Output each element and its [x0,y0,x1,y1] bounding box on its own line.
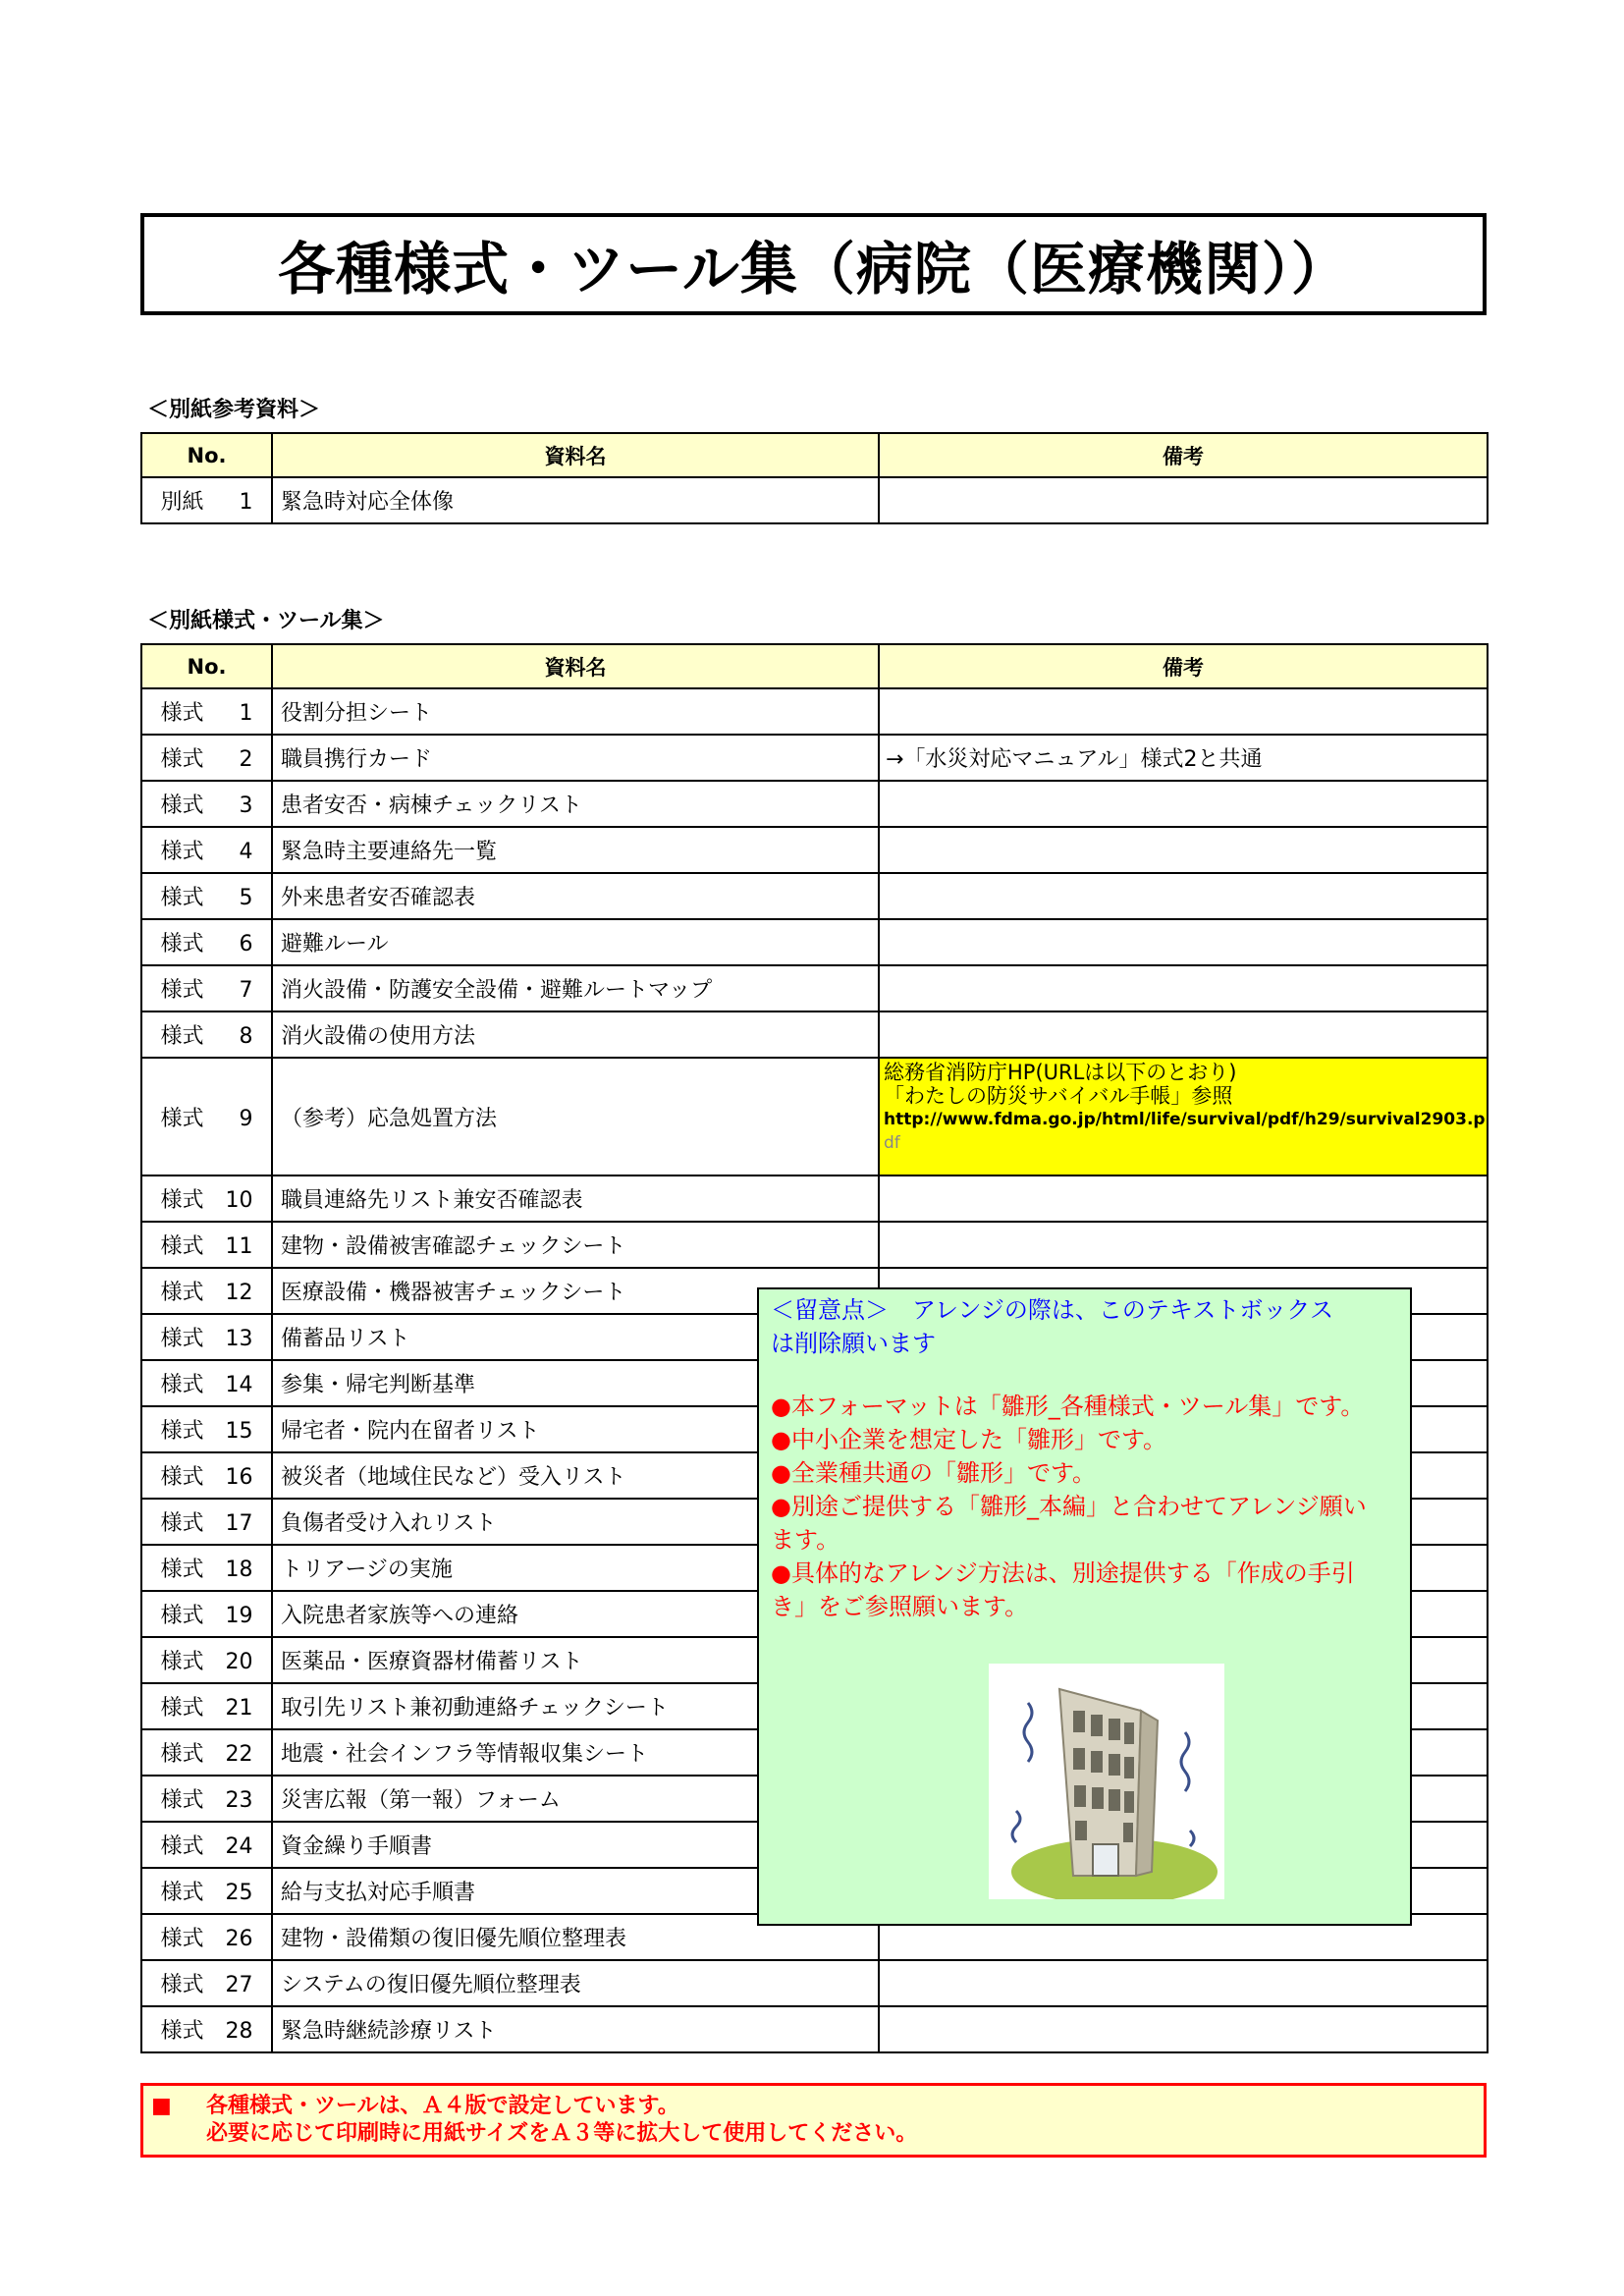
doc-name: トリアージの実施 [272,1545,879,1591]
doc-note [879,2006,1488,2052]
row-num: 5 [239,886,253,910]
row-num: 6 [239,932,253,957]
row-num: 16 [225,1465,253,1490]
row-number [141,1175,272,1222]
table-row [141,1222,1488,1268]
row-num: 14 [225,1373,253,1397]
row-num: 22 [225,1742,253,1767]
highlight-line2: 「わたしの防災サバイバル手帳」参照 [884,1084,1233,1108]
doc-note [879,919,1488,965]
table-row [141,1011,1488,1058]
row-kind: 様式 [160,1604,204,1628]
row-number [141,1637,272,1683]
row-kind: 様式 [160,840,204,864]
note-item: ●全業種共通の「雛形」です。 [771,1459,1097,1487]
doc-note: →「水災対応マニュアル」様式2と共通 [879,735,1488,781]
table-row [141,477,1488,523]
row-kind: 様式 [160,1024,204,1049]
row-number [141,1011,272,1058]
highlight-line4: df [884,1133,900,1153]
col-header-no: No. [141,433,272,477]
row-num: 28 [225,2019,253,2044]
row-kind: 様式 [160,793,204,818]
row-number [141,688,272,735]
row-num: 25 [225,1881,253,1905]
row-number [141,827,272,873]
row-kind: 様式 [160,2019,204,2044]
col-header-name: 資料名 [272,433,879,477]
doc-name: 建物・設備被害確認チェックシート [272,1222,879,1268]
row-number [141,1058,272,1175]
table-row [141,919,1488,965]
row-num: 27 [225,1973,253,1997]
table-row [141,827,1488,873]
row-kind: 様式 [160,1881,204,1905]
note-item: ●具体的なアレンジ方法は、別途提供する「作成の手引 [771,1559,1355,1587]
row-kind: 様式 [160,1742,204,1767]
doc-name: 給与支払対応手順書 [272,1868,879,1914]
row-num: 8 [239,1024,253,1049]
doc-note-highlight [879,1058,1488,1175]
row-num: 12 [225,1281,253,1305]
row-kind: 様式 [160,1188,204,1213]
note-item: ます。 [771,1526,840,1554]
row-num: 24 [225,1834,253,1859]
row-number [141,1314,272,1360]
note-item: ●中小企業を想定した「雛形」です。 [771,1426,1167,1453]
row-num: 2 [239,747,253,772]
table-row [141,735,1488,781]
ref-table [140,432,1489,524]
doc-name: 緊急時対応全体像 [272,477,879,523]
doc-name: 消火設備・防護安全設備・避難ルートマップ [272,965,879,1011]
row-kind: 様式 [160,1419,204,1444]
row-kind: 様式 [160,932,204,957]
doc-name: 参集・帰宅判断基準 [272,1360,879,1406]
col-header-no: No. [141,644,272,688]
note-item: ●本フォーマットは「雛形_各種様式・ツール集」です。 [771,1393,1365,1420]
row-kind: 様式 [160,1373,204,1397]
doc-name: 患者安否・病棟チェックリスト [272,781,879,827]
row-number [141,1683,272,1729]
doc-name: 役割分担シート [272,688,879,735]
highlight-line3: http://www.fdma.go.jp/html/life/survival/pdf/h29/survival2903.p [884,1110,1486,1129]
doc-name: 医療設備・機器被害チェックシート [272,1268,879,1314]
note-items [771,1390,1398,1623]
doc-name: 避難ルール [272,919,879,965]
row-kind: 様式 [160,1234,204,1259]
doc-name: 負傷者受け入れリスト [272,1499,879,1545]
row-num: 4 [239,840,253,864]
row-number [141,781,272,827]
doc-name: 職員連絡先リスト兼安否確認表 [272,1175,879,1222]
table-row [141,1960,1488,2006]
row-number [141,1914,272,1960]
row-number [141,735,272,781]
row-kind: 様式 [160,1327,204,1351]
doc-name: 地震・社会インフラ等情報収集シート [272,1729,879,1776]
doc-note [879,1960,1488,2006]
square-bullet-icon: ■ [151,2094,172,2118]
row-number [141,965,272,1011]
doc-name: 被災者（地域住民など）受入リスト [272,1452,879,1499]
row-kind: 様式 [160,747,204,772]
row-kind: 様式 [160,1465,204,1490]
doc-note [879,827,1488,873]
row-number [141,1776,272,1822]
doc-name: （参考）応急処置方法 [272,1058,879,1175]
note-item: ●別途ご提供する「雛形_本編」と合わせてアレンジ願い [771,1493,1367,1520]
doc-note [879,781,1488,827]
row-kind: 様式 [160,1927,204,1951]
row-num: 23 [225,1788,253,1813]
doc-name: 取引先リスト兼初動連絡チェックシート [272,1683,879,1729]
doc-name: 緊急時継続診療リスト [272,2006,879,2052]
row-number [141,1960,272,2006]
row-num: 1 [239,701,253,726]
row-kind: 様式 [160,978,204,1003]
row-num: 20 [225,1650,253,1674]
table-row [141,2006,1488,2052]
row-kind: 様式 [160,1650,204,1674]
table-row [141,781,1488,827]
doc-name: 緊急時主要連絡先一覧 [272,827,879,873]
doc-name: 消火設備の使用方法 [272,1011,879,1058]
row-num: 19 [225,1604,253,1628]
doc-note [879,873,1488,919]
row-kind: 別紙 [160,490,204,515]
row-kind: 様式 [160,1834,204,1859]
row-number [141,1545,272,1591]
row-number [141,1822,272,1868]
page-title: 各種様式・ツール集（病院（医療機関）） [140,213,1487,315]
doc-name: 外来患者安否確認表 [272,873,879,919]
row-num: 13 [225,1327,253,1351]
row-num: 10 [225,1188,253,1213]
doc-name: 職員携行カード [272,735,879,781]
footer-line-2: 必要に応じて印刷時に用紙サイズをＡ３等に拡大して使用してください。 [206,2121,918,2146]
row-num: 3 [239,793,253,818]
row-number [141,1268,272,1314]
doc-name: 災害広報（第一報）フォーム [272,1776,879,1822]
doc-note [879,477,1488,523]
row-number [141,1591,272,1637]
doc-name: 資金繰り手順書 [272,1822,879,1868]
row-num: 17 [225,1511,253,1536]
row-num: 7 [239,978,253,1003]
row-kind: 様式 [160,1788,204,1813]
row-number [141,1499,272,1545]
table-row [141,1058,1488,1175]
doc-note [879,965,1488,1011]
doc-note [879,1011,1488,1058]
row-number [141,1406,272,1452]
col-header-note: 備考 [879,433,1488,477]
row-kind: 様式 [160,1511,204,1536]
row-number [141,477,272,523]
doc-name: システムの復旧優先順位整理表 [272,1960,879,2006]
col-header-name: 資料名 [272,644,879,688]
row-number [141,919,272,965]
row-num: 11 [225,1234,253,1259]
row-num: 1 [239,490,253,515]
table-row [141,688,1488,735]
row-num: 15 [225,1419,253,1444]
highlight-line1: 総務省消防庁HP(URLは以下のとおり) [884,1061,1237,1084]
doc-name: 建物・設備類の復旧優先順位整理表 [272,1914,879,1960]
row-kind: 様式 [160,1281,204,1305]
row-num: 9 [239,1106,253,1131]
doc-note [879,1222,1488,1268]
footer-line-1: 各種様式・ツールは、Ａ４版で設定しています。 [206,2094,679,2118]
row-number [141,1360,272,1406]
table-row [141,1175,1488,1222]
arrange-note-textbox [757,1287,1412,1926]
note-heading: ＜留意点＞ アレンジの際は、このテキストボックス は削除願います [771,1296,1334,1357]
table-row [141,873,1488,919]
row-number [141,1868,272,1914]
row-number [141,1729,272,1776]
row-number [141,1452,272,1499]
row-number [141,1222,272,1268]
doc-name: 医薬品・医療資器材備蓄リスト [272,1637,879,1683]
row-kind: 様式 [160,1696,204,1721]
table-row [141,965,1488,1011]
row-num: 21 [225,1696,253,1721]
row-num: 26 [225,1927,253,1951]
note-item: き」をご参照願います。 [771,1593,1029,1620]
row-number [141,873,272,919]
doc-name: 入院患者家族等への連絡 [272,1591,879,1637]
doc-note [879,688,1488,735]
row-number [141,2006,272,2052]
row-num: 18 [225,1558,253,1582]
row-kind: 様式 [160,1973,204,1997]
doc-note [879,1175,1488,1222]
doc-name: 帰宅者・院内在留者リスト [272,1406,879,1452]
tools-section-label: ＜別紙様式・ツール集＞ [147,609,385,633]
ref-section-label: ＜別紙参考資料＞ [147,398,321,422]
col-header-note: 備考 [879,644,1488,688]
footer-notice [140,2083,1487,2158]
earthquake-building-icon [989,1664,1224,1899]
row-kind: 様式 [160,701,204,726]
row-kind: 様式 [160,1558,204,1582]
row-kind: 様式 [160,886,204,910]
doc-name: 備蓄品リスト [272,1314,879,1360]
row-kind: 様式 [160,1106,204,1131]
